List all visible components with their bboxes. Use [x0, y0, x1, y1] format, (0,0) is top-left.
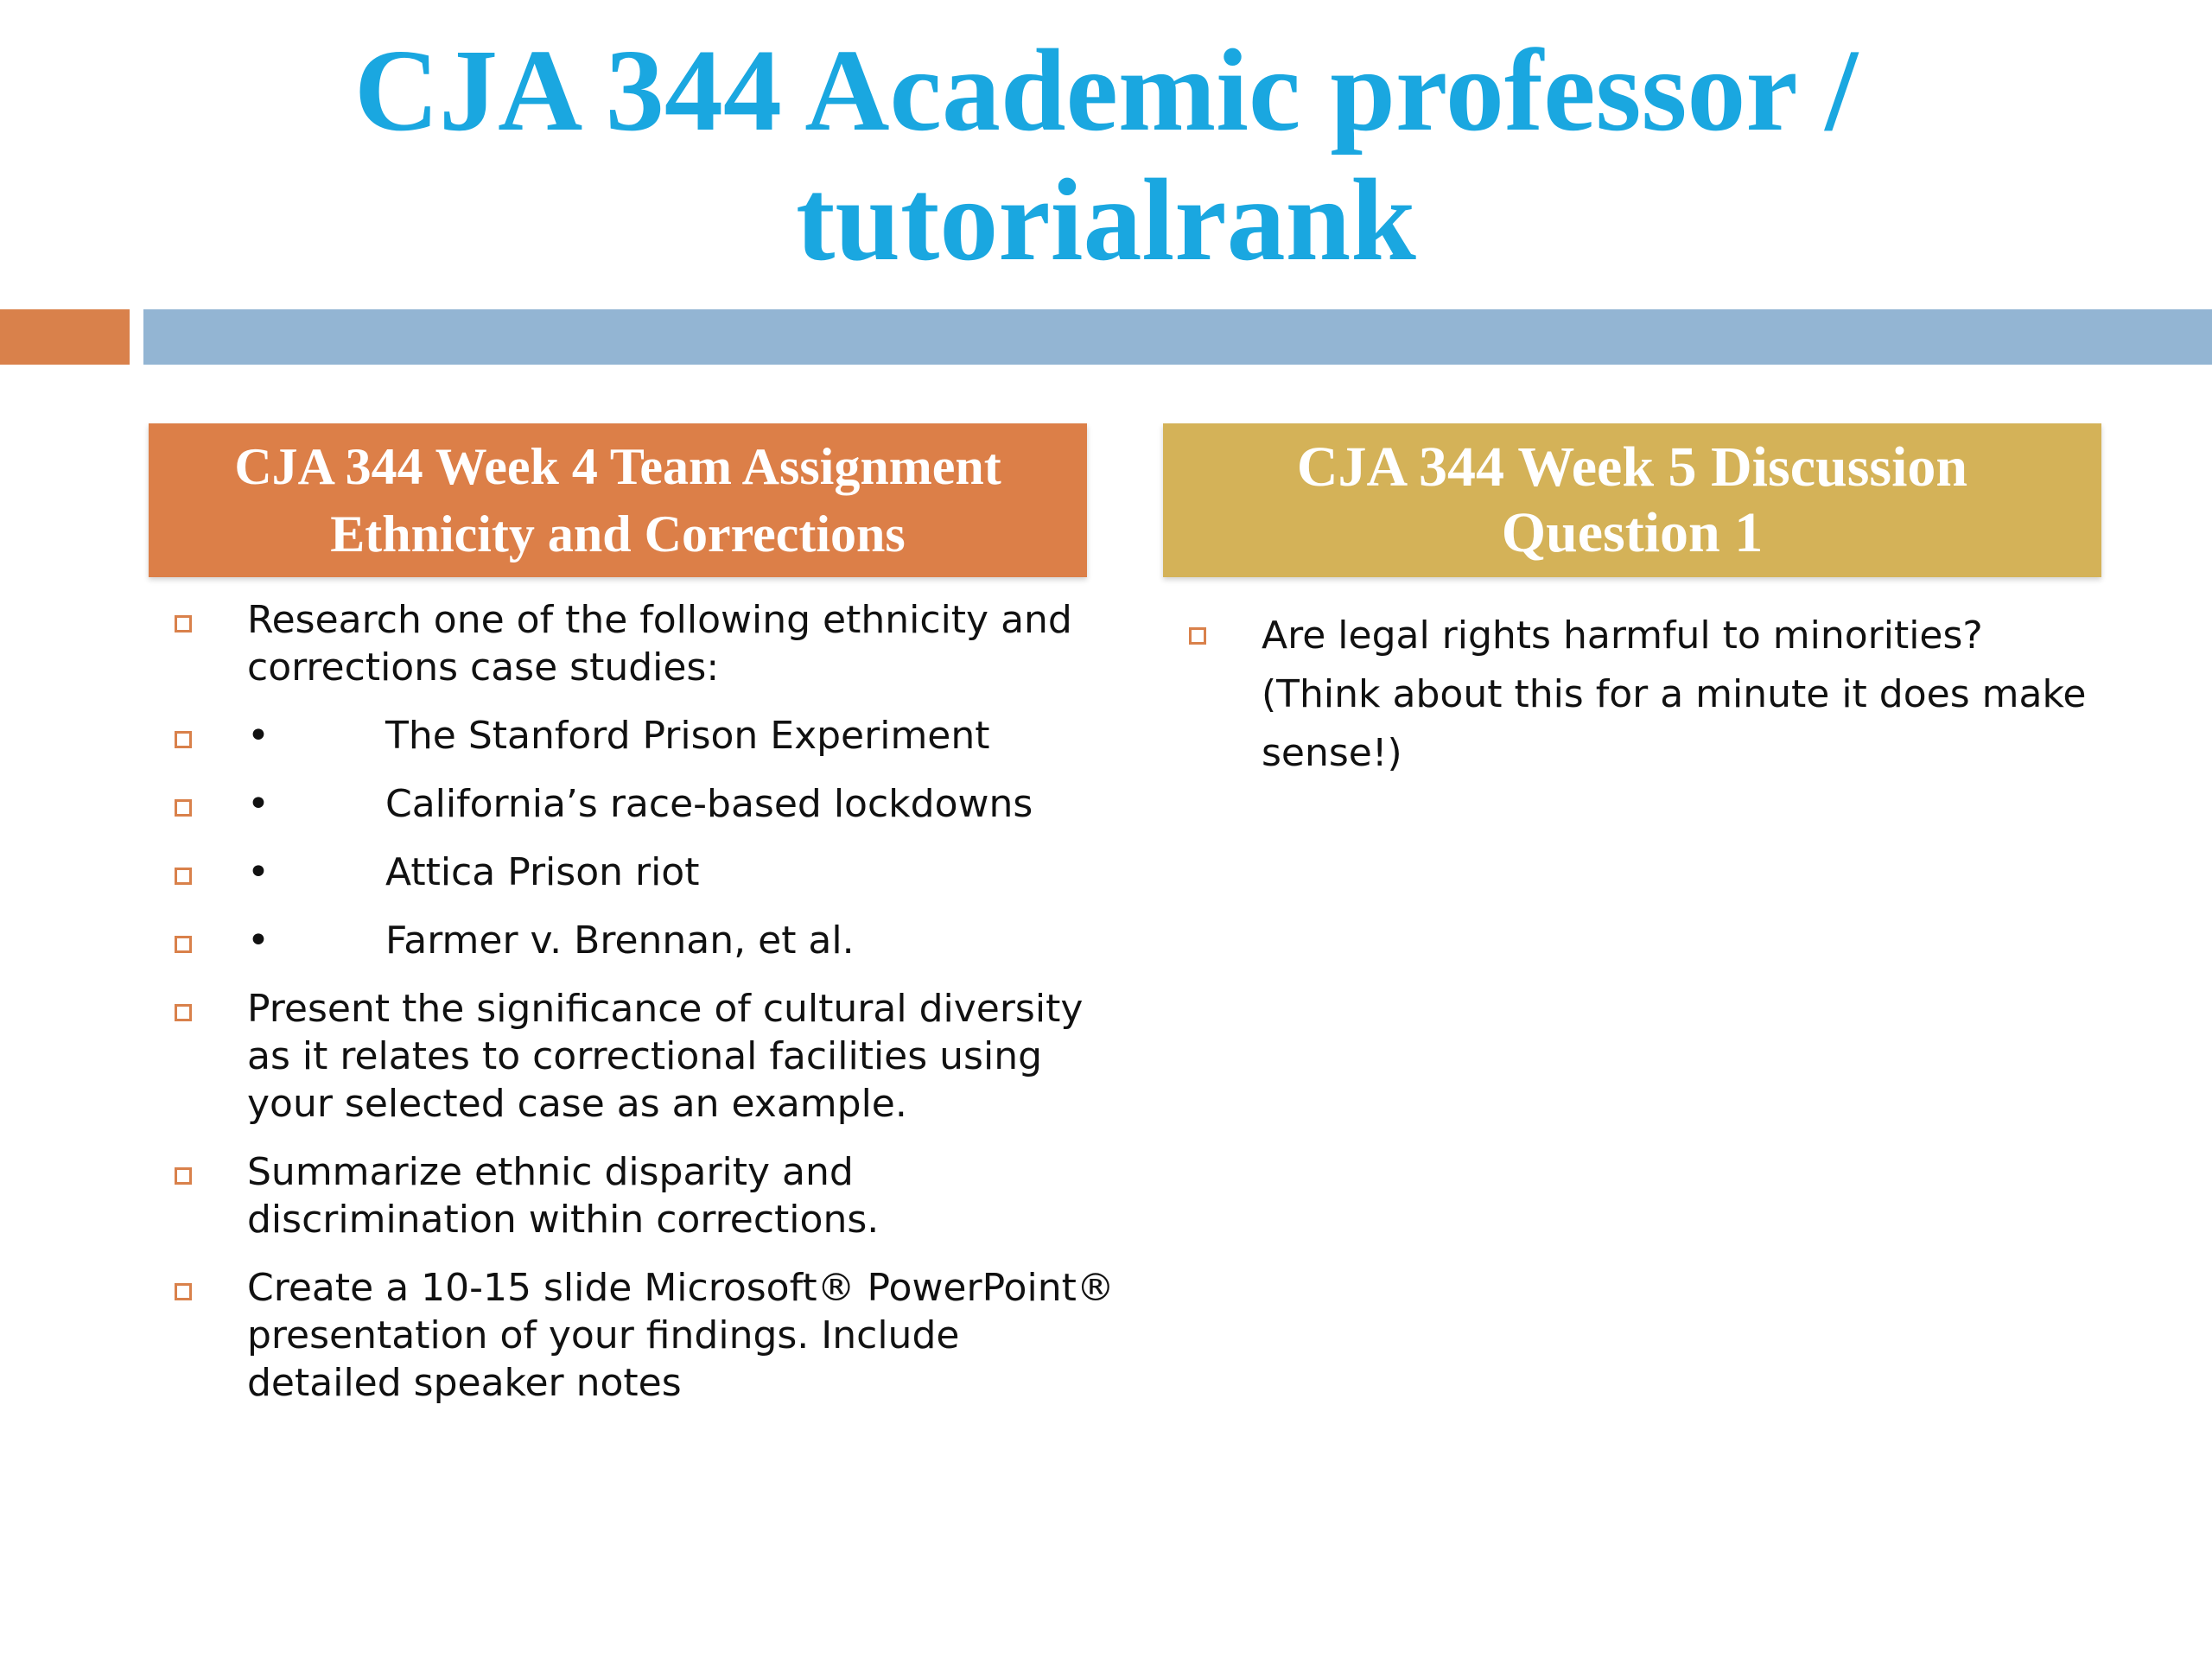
list-item-text: The Stanford Prison Experiment: [385, 714, 990, 758]
square-bullet-icon: [175, 1283, 192, 1300]
list-item-text: Attica Prison riot: [385, 850, 700, 894]
square-bullet-icon: [175, 1004, 192, 1021]
square-bullet-icon: [1189, 627, 1206, 645]
list-item: [1179, 607, 2094, 783]
list-item: [164, 712, 1115, 760]
slide-title-line1: CJA 344 Academic professor /: [353, 26, 1859, 156]
left-bullet-list: [164, 596, 1115, 1427]
square-bullet-icon: [175, 936, 192, 953]
list-item: [164, 596, 1115, 691]
right-header-line2: Question 1: [1501, 501, 1764, 564]
square-bullet-icon: [175, 868, 192, 885]
square-bullet-icon: [175, 615, 192, 632]
list-item-text: Summarize ethnic disparity and discrimination within corrections.: [247, 1150, 880, 1242]
decorative-blue-bar: [143, 309, 2212, 365]
list-item-text: Are legal rights harmful to minorities? (Think about this for a minute it does make sense!): [1262, 613, 2087, 775]
round-bullet-icon: •: [247, 850, 270, 894]
list-item: [164, 985, 1115, 1128]
list-item-text: Research one of the following ethnicity and corrections case studies:: [247, 598, 1072, 690]
left-header-line2: Ethnicity and Corrections: [330, 505, 906, 563]
round-bullet-icon: •: [247, 714, 270, 758]
right-header-line1: CJA 344 Week 5 Discussion: [1296, 435, 1968, 499]
list-item-text: Present the significance of cultural diversity as it relates to correctional facilities using your selected case as an example.: [247, 987, 1084, 1126]
slide-title-line2: tutorialrank: [796, 156, 1416, 285]
round-bullet-icon: •: [247, 782, 270, 826]
list-item-text: California’s race-based lockdowns: [385, 782, 1033, 826]
left-header-line1: CJA 344 Week 4 Team Assignment: [234, 438, 1001, 495]
slide-title: [0, 26, 2212, 285]
square-bullet-icon: [175, 799, 192, 817]
square-bullet-icon: [175, 1167, 192, 1185]
list-item: [164, 780, 1115, 828]
list-item: [164, 1148, 1115, 1243]
round-bullet-icon: •: [247, 918, 270, 963]
list-item: [164, 1264, 1115, 1407]
list-item: [164, 849, 1115, 896]
list-item: [164, 917, 1115, 964]
square-bullet-icon: [175, 731, 192, 748]
decorative-orange-bar: [0, 309, 130, 365]
right-column-header: [1163, 423, 2101, 577]
right-bullet-list: [1179, 607, 2094, 804]
list-item-text: Create a 10-15 slide Microsoft® PowerPoint® presentation of your findings. Include detailed speaker notes: [247, 1266, 1115, 1405]
list-item-text: Farmer v. Brennan, et al.: [385, 918, 855, 963]
left-column-header: [149, 423, 1087, 577]
